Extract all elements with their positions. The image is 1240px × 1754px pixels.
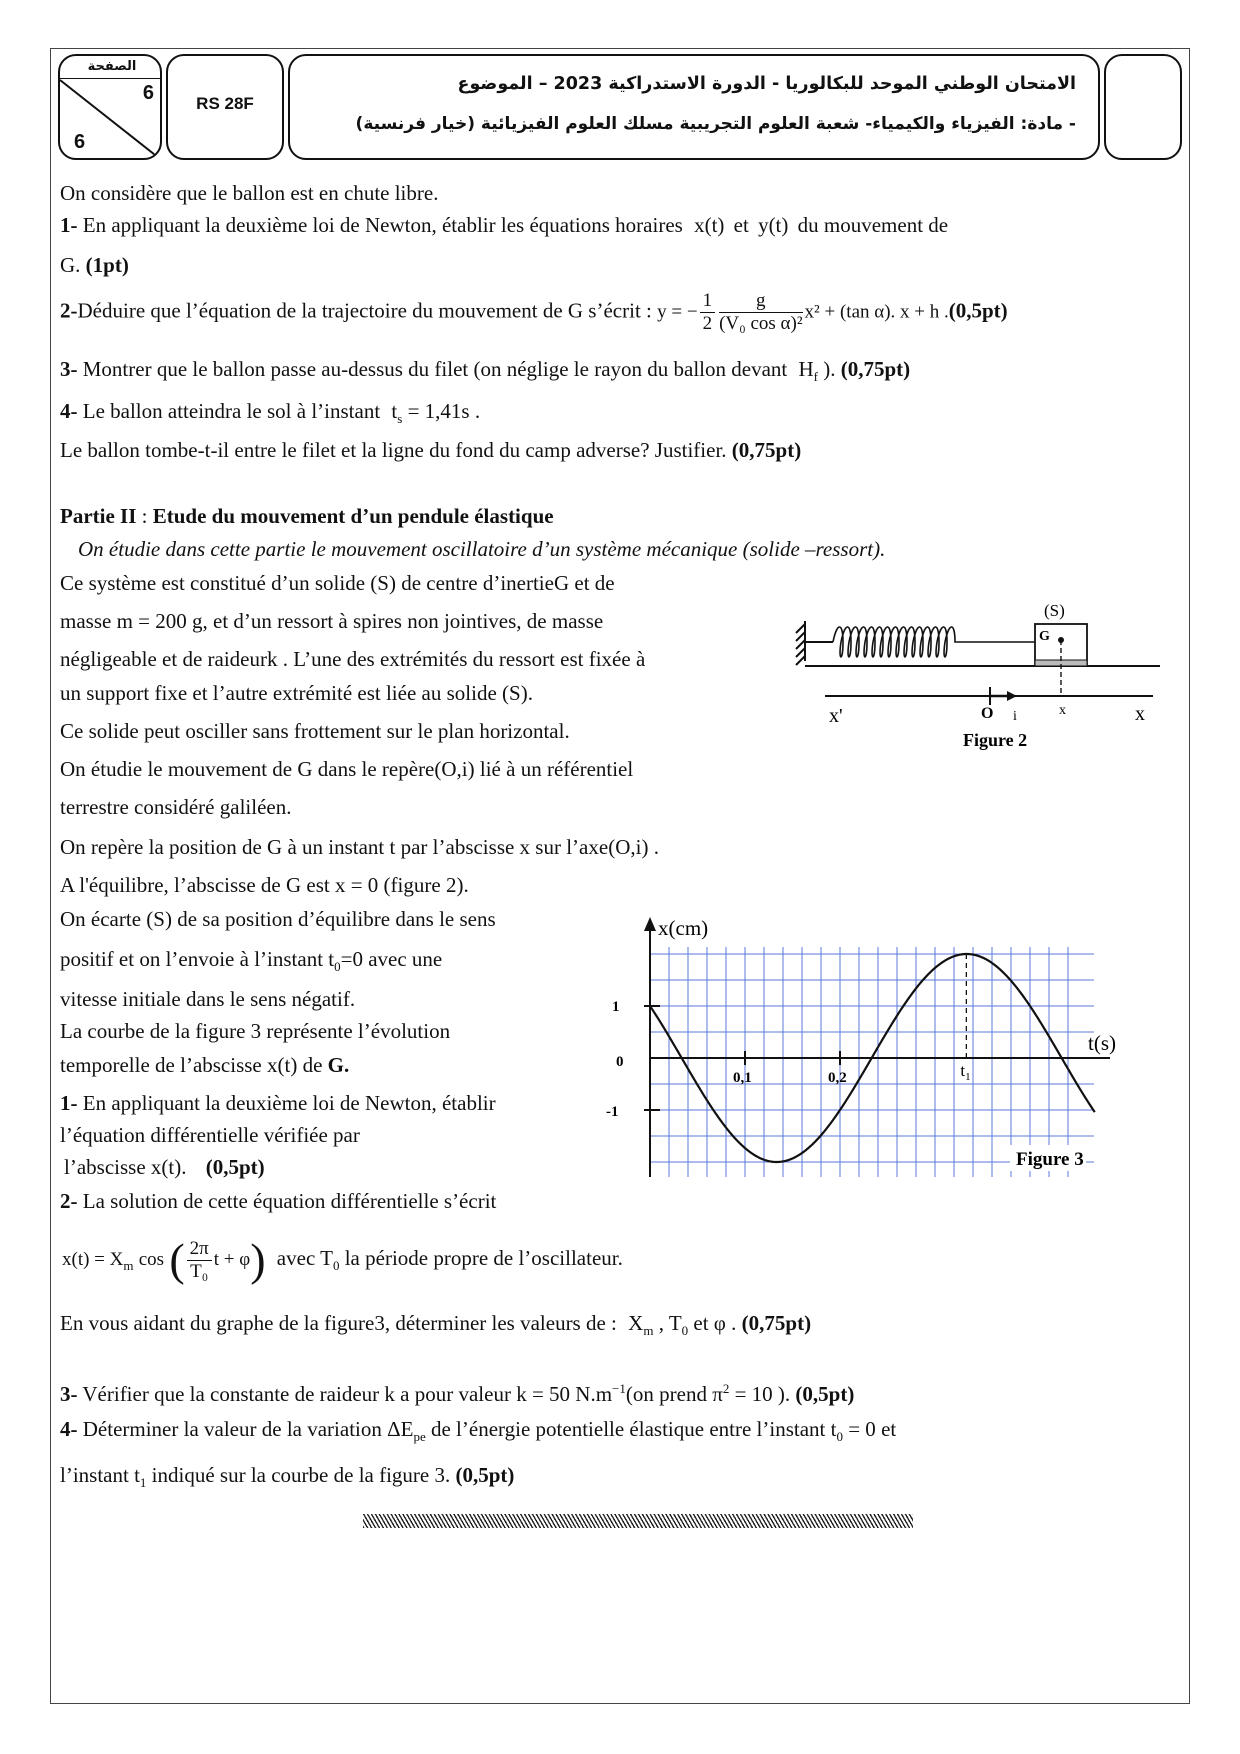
spring: [833, 627, 1035, 657]
x-prime-label: x': [829, 705, 843, 727]
eq-lhs-sub: m: [123, 1258, 134, 1274]
p2q3-points: (0,5pt): [795, 1382, 855, 1406]
p2q4-number: 4-: [60, 1417, 78, 1441]
x-right-label: x: [1135, 703, 1145, 725]
p2q3-text4: ).: [777, 1382, 791, 1406]
p8-text: On repère la position de: [60, 835, 262, 859]
p8-text-b: à un instant t par l’abscisse x sur l’axe: [287, 835, 609, 859]
part2-p7: terrestre considéré galiléen.: [60, 795, 292, 819]
i-label: i: [1013, 709, 1017, 724]
exam-code-box: [166, 54, 284, 160]
p2q3-pi-value: = 10: [729, 1382, 773, 1406]
eq-frac-den: T₀: [190, 1260, 209, 1282]
figure3-chart: [606, 915, 1186, 1225]
p1-s: (S): [370, 571, 396, 595]
q4-ts-value: = 1,41s .: [402, 399, 481, 423]
eq-text2: la période propre de l’oscillateur.: [344, 1246, 623, 1270]
q3-hf-sub: f: [813, 369, 818, 385]
q3-text2: ).: [823, 357, 836, 381]
p2q4-de: ΔE: [387, 1417, 414, 1441]
p2q2-number: 2-: [60, 1189, 78, 1213]
part2-p11: [60, 946, 442, 980]
p2q4-points: (0,5pt): [455, 1463, 515, 1487]
p11-t0-sub: 0: [334, 959, 341, 975]
y-axis-label: x(cm): [658, 916, 709, 940]
p2q4-t1: t: [134, 1463, 140, 1487]
p2q4-text: Déterminer la valeur de la variation: [82, 1417, 382, 1441]
g-label: G: [1039, 629, 1050, 644]
part2-q2-equation: [62, 1234, 623, 1290]
chart-title: Figure 3: [1016, 1149, 1084, 1170]
page-total: 6: [74, 131, 86, 153]
q2-eq-rest: x² + (tan α). x + h .: [804, 301, 949, 323]
p2q3-text3: (on prend: [625, 1382, 707, 1406]
q2-text: Déduire que l’équation de la trajectoire du mouvement de G s’écrit :: [77, 298, 652, 323]
q1-text3: G.: [60, 253, 81, 277]
x-small-label: x: [1059, 703, 1066, 718]
ask-text: En vous aidant du graphe de la figure3, déterminer les valeurs de :: [60, 1311, 617, 1335]
q4-ts-sub: s: [397, 411, 403, 427]
p4-text: un support fixe et l’autre extrémité est liée au solide: [60, 681, 497, 705]
part2-q2: [60, 1188, 496, 1214]
exam-code: RS 28F: [196, 94, 254, 113]
part2-title-sep: :: [136, 504, 153, 528]
eq-rest: t + φ: [213, 1249, 251, 1270]
part1-q4-cont: [60, 437, 801, 463]
exam-title-box: [288, 54, 1100, 160]
p6-frame: (O,i): [434, 757, 475, 781]
part2-p4: [60, 680, 533, 706]
p1-text-b: de centre d’inertie: [401, 571, 554, 595]
ask-comma: ,: [658, 1311, 664, 1335]
q1-text2: du mouvement de: [797, 213, 949, 237]
q2-one: 1: [700, 290, 716, 313]
part2-q1: [60, 1090, 496, 1116]
p6-g: G: [297, 757, 313, 781]
q4-ts: t: [391, 399, 398, 423]
part2-p6: [60, 756, 633, 782]
p3-text: négligeable et de raideur: [60, 647, 267, 671]
part2-q2-ask: [60, 1310, 811, 1344]
q1-points: (1pt): [85, 253, 129, 277]
p2q2-text: La solution de cette équation différentielle s’écrit: [82, 1189, 497, 1213]
p2q3-k: k: [384, 1382, 395, 1406]
p14-dot: .: [344, 1053, 350, 1077]
exam-title-line1: الامتحان الوطني الموحد للبكالوريا - الدورة الاستدراكية 2023 – الموضوع: [457, 74, 1076, 94]
x-tick-label-0-2: 0,2: [828, 1070, 847, 1086]
y-axis-arrow: [644, 917, 656, 931]
p10-s: (S): [146, 907, 172, 931]
p14-g: G: [327, 1053, 345, 1077]
q1-number: 1-: [60, 213, 78, 237]
p4-dot: .: [527, 681, 533, 705]
part2-p13: La courbe de la figure 3 représente l’évolution: [60, 1019, 451, 1043]
q2-points: (0,5pt): [948, 298, 1008, 323]
q2-frac-half: [700, 290, 716, 335]
chart-grid: [650, 947, 1094, 1177]
p10-text-b: de sa position d’équilibre dans le sens: [177, 907, 496, 931]
p2q3-pi: π: [712, 1382, 723, 1406]
q1-yt: y(t): [758, 213, 789, 237]
p1-g: G: [553, 571, 570, 595]
part2-intro: On étudie dans cette partie le mouvement oscillatoire d’un système mécanique (solide –ressort).: [78, 537, 886, 561]
q2-number: 2-: [60, 298, 78, 323]
solid-label: (S): [1044, 601, 1065, 620]
q3-points: (0,75pt): [840, 357, 911, 381]
p3-k: k: [266, 647, 278, 671]
q3-number: 3-: [60, 357, 78, 381]
p8-axis: (O,i): [608, 835, 649, 859]
part1-q4: [60, 398, 480, 432]
p11-text-b: avec une: [368, 947, 443, 971]
p1-text: Ce système est constitué d’un solide: [60, 571, 366, 595]
eq-paren-right: ): [250, 1234, 266, 1286]
q2-frac-g: [719, 290, 802, 335]
p8-dot: .: [653, 835, 659, 859]
p2q3-text2: a pour valeur: [400, 1382, 511, 1406]
part2-q1-line3: [64, 1154, 265, 1180]
part2-q4-cont: [60, 1462, 514, 1496]
q2-g: g: [719, 290, 802, 313]
eq-paren-left: (: [169, 1234, 185, 1286]
exam-header: [58, 54, 1182, 160]
p2q4-text3: l’instant: [60, 1463, 129, 1487]
x-tick-label-0-1: 0,1: [733, 1070, 752, 1086]
ask-dot: .: [731, 1311, 737, 1335]
p2-text: masse: [60, 609, 112, 633]
p2q3-value: k = 50 N.m: [516, 1382, 613, 1406]
ask-xm: X: [628, 1311, 644, 1335]
q2-den: (V₀ cos α)²: [719, 313, 803, 334]
p2q3-number: 3-: [60, 1382, 78, 1406]
part2-p5: Ce solide peut osciller sans frottement sur le plan horizontal.: [60, 719, 570, 743]
p2q4-t0: t: [830, 1417, 837, 1441]
part2-p14: [60, 1052, 349, 1078]
q2-two: 2: [702, 313, 713, 334]
p1-text-c: et de: [574, 571, 615, 595]
part2-p9: A l'équilibre, l’abscisse de G est x = 0 (figure 2).: [60, 873, 469, 897]
ask-et: et: [693, 1311, 709, 1335]
p2q3-value-sup: −1: [612, 1381, 626, 1396]
p6-text: On étudie le mouvement de: [60, 757, 293, 781]
eq-t0-sub: 0: [332, 1258, 340, 1274]
p2q4-text2: de l’énergie potentielle élastique entre l’instant: [430, 1417, 826, 1441]
unit-vector-arrow: [1007, 691, 1017, 701]
p2q1-number: 1-: [60, 1091, 78, 1115]
part1-intro: On considère que le ballon est en chute libre.: [60, 181, 439, 205]
y-tick-label-0: 0: [616, 1054, 624, 1070]
q1-text: En appliquant la deuxième loi de Newton, établir les équations horaires: [82, 213, 683, 237]
ask-phi: φ: [713, 1311, 726, 1335]
eq-t0: T: [320, 1246, 333, 1270]
part2-q3: [60, 1376, 854, 1407]
page-number: 6: [142, 82, 154, 104]
p6-text-c: lié à un référentiel: [479, 757, 634, 781]
part2-p8: [60, 834, 659, 860]
part2-title-b: Etude du mouvement d’un pendule élastique: [152, 504, 554, 528]
q3-hf: H: [798, 357, 814, 381]
q2-eq-y: y = −: [657, 301, 698, 323]
p11-t0-value: =0: [340, 947, 363, 971]
empty-box: [1104, 54, 1182, 160]
page-number-box: [58, 54, 162, 160]
p2-mass: m = 200 g: [116, 609, 203, 633]
q3-text: Montrer que le ballon passe au-dessus du filet (on néglige le rayon du ballon devant: [82, 357, 788, 381]
p2q4-t0-value: = 0: [842, 1417, 876, 1441]
eq-avec: avec: [276, 1246, 316, 1270]
ask-points: (0,75pt): [741, 1311, 812, 1335]
q4-number: 4-: [60, 399, 78, 423]
ask-xm-sub: m: [643, 1323, 654, 1339]
figure2-caption: Figure 2: [963, 730, 1028, 750]
t1-annotation: $t_1$: [960, 1061, 971, 1083]
x-axis-label: t(s): [1088, 1031, 1116, 1055]
ask-t0: T: [668, 1311, 682, 1335]
part1-q2: [60, 290, 1008, 335]
y-tick-label-1: 1: [612, 999, 620, 1015]
ask-t0-sub: 0: [681, 1323, 689, 1339]
eq-cos: cos: [138, 1249, 165, 1270]
part1-q3: [60, 356, 910, 390]
part2-p2: [60, 608, 603, 634]
part2-p12: vitesse initiale dans le sens négatif.: [60, 987, 356, 1011]
q4-text: Le ballon atteindra le sol à l’instant: [82, 399, 381, 423]
part2-p1: [60, 570, 615, 596]
origin-label: O: [981, 705, 994, 722]
part2-q1-line2: l’équation différentielle vérifiée par: [60, 1123, 360, 1147]
p2q1-points: (0,5pt): [205, 1155, 265, 1179]
part1-q1-cont: [60, 252, 129, 278]
part2-q4: [60, 1416, 896, 1450]
part1-q1: [60, 212, 948, 238]
eq-lhs: x(t) = X: [62, 1249, 124, 1270]
part2-p10: [60, 906, 496, 932]
page-label: الصفحة: [60, 56, 162, 79]
wall-support: [796, 621, 833, 665]
eq-frac: [187, 1238, 212, 1283]
part2-p3: [60, 646, 645, 672]
p6-text-b: dans le repère: [317, 757, 435, 781]
q1-and: et: [733, 213, 749, 237]
p3-text-b: . L’une des extrémités du ressort est fixée à: [282, 647, 646, 671]
p2q4-et: et: [881, 1417, 897, 1441]
p4-s: (S): [502, 681, 528, 705]
figure2-diagram: [795, 596, 1175, 756]
part2-title-a: Partie II: [60, 504, 137, 528]
part2-title: [60, 503, 554, 529]
q1-xt: x(t): [694, 213, 725, 237]
p11-t0: t: [328, 947, 335, 971]
p14-text-b: de: [302, 1053, 323, 1077]
y-tick-label-neg1: -1: [606, 1104, 619, 1120]
eq-frac-num: 2π: [187, 1238, 212, 1261]
p14-xt: x(t): [267, 1053, 298, 1077]
q4-points: (0,75pt): [731, 438, 802, 462]
end-hatch-bar: [363, 1514, 913, 1528]
p2q4-text4: indiqué sur la courbe de la figure 3.: [151, 1463, 451, 1487]
p11-text: positif et on l’envoie à l’instant: [60, 947, 324, 971]
p2q1-text3: l’abscisse x(t).: [64, 1155, 187, 1179]
p2q4-de-sub: pe: [413, 1429, 426, 1445]
q4-text2: Le ballon tombe-t-il entre le filet et la ligne du fond du camp adverse? Justifier.: [60, 438, 727, 462]
p2q4-t0-sub: 0: [836, 1429, 843, 1445]
p2q3-text: Vérifier que la constante de raideur: [82, 1382, 380, 1406]
p14-text: temporelle de l’abscisse: [60, 1053, 262, 1077]
p10-text: On écarte: [60, 907, 142, 931]
p2q4-t1-sub: 1: [139, 1475, 147, 1491]
p2q3-pi-sup: 2: [722, 1381, 730, 1396]
p2-text-b: , et d’un ressort à spires non jointives, de masse: [202, 609, 604, 633]
exam-title-line2: - مادة: الفيزياء والكيمياء- شعبة العلوم التجريبية مسلك العلوم الفيزيائية (خيار فرنسية): [355, 114, 1076, 134]
p8-g: G: [267, 835, 283, 859]
p2q1-text: En appliquant la deuxième loi de Newton, établir: [82, 1091, 496, 1115]
